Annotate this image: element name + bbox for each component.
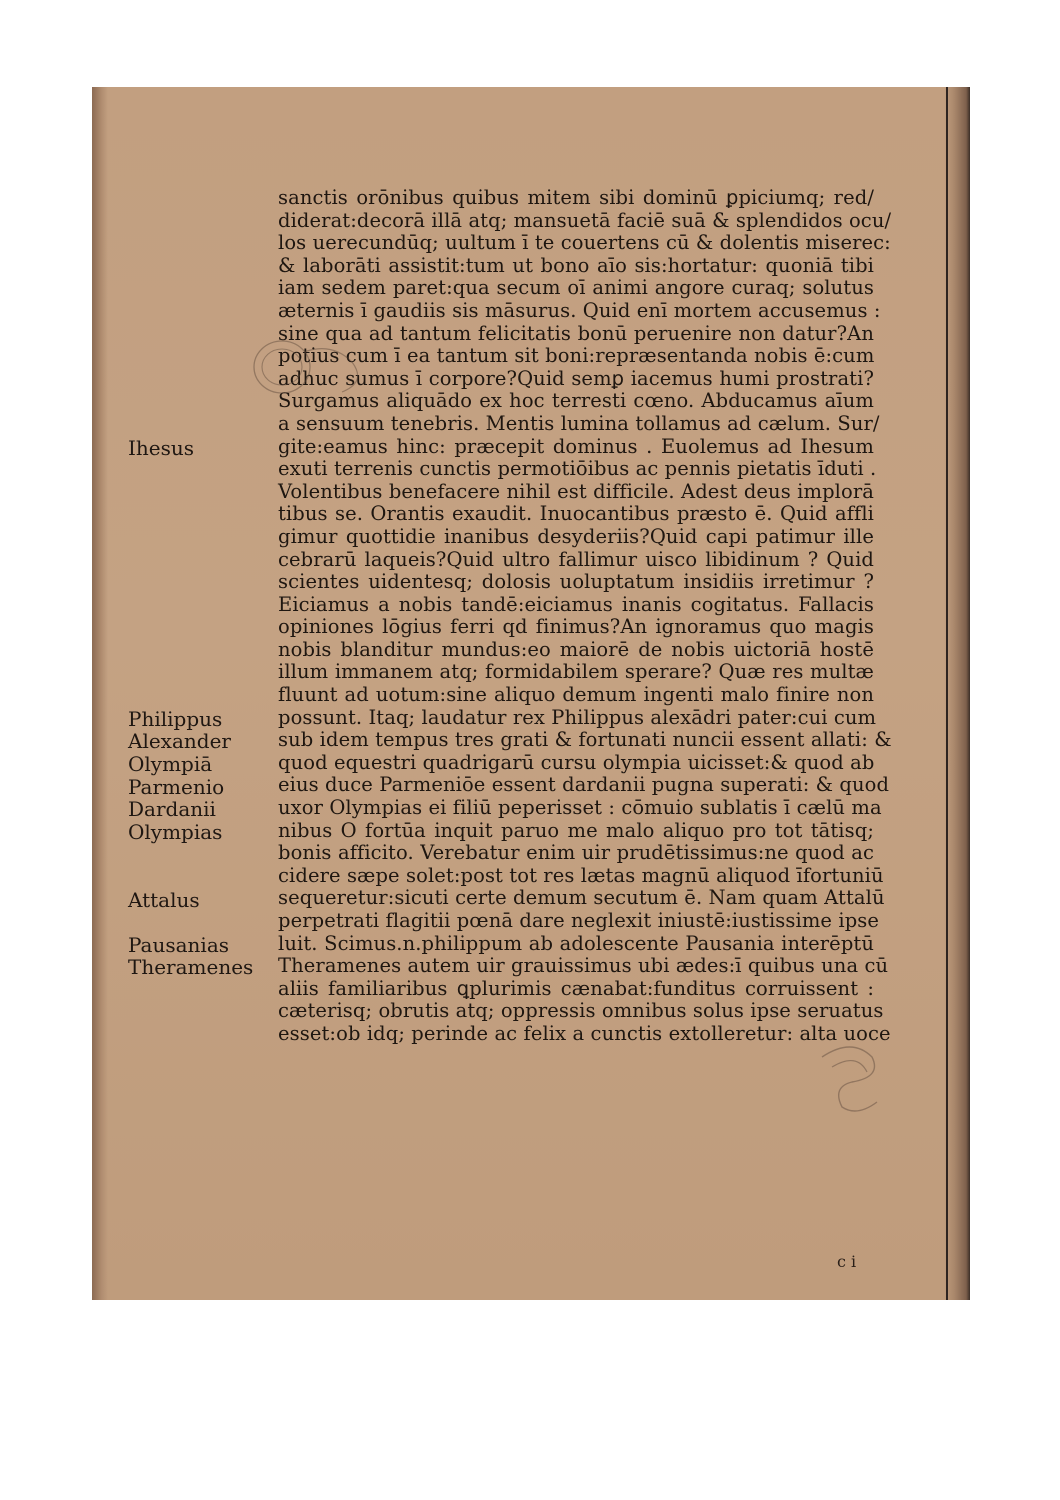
library-stamp-watermark bbox=[242, 322, 382, 412]
text-line: uxor Olympias ei filiū peperisset : cōmuio sublatis ī cælū ma bbox=[278, 796, 882, 820]
text-line: æternis ī gaudiis sis māsurus. Quid enī mortem accusemus : bbox=[278, 298, 881, 322]
binding-edge bbox=[92, 87, 108, 1300]
text-line: Volentibus benefacere nihil est difficile. Adest deus implorā bbox=[278, 479, 874, 503]
text-line: scientes uidentesq; dolosis uoluptatum insidiis irretimur ? bbox=[278, 570, 874, 594]
text-line: Surgamus aliquādo ex hoc terresti cœno. Abducamus aīum bbox=[278, 389, 874, 413]
folio-signature: c i bbox=[837, 1252, 857, 1271]
text-line: quod equestri quadrigarū cursu olympia uicisset:& quod ab bbox=[278, 750, 875, 774]
marginal-note: Ihesus bbox=[128, 435, 195, 460]
marginal-note: Attalus bbox=[128, 887, 200, 912]
text-line: nibus O fortūa inquit paruo me malo aliquo pro tot tātisq; bbox=[278, 818, 874, 842]
text-line: perpetrati flagitii pœnā dare neglexit iniustē:iustissime ipse bbox=[278, 909, 880, 932]
text-line: sine qua ad tantum felicitatis bonū peruenire non datur?An bbox=[278, 321, 874, 345]
text-line: opiniones lōgius ferri qd finimus?An ignoramus quo magis bbox=[278, 615, 874, 639]
text-line: exuti terrenis cunctis permotiōibus ac pennis pietatis īduti . bbox=[278, 457, 877, 481]
text-line: iam sedem paret:qua secum oī animi angore curaq; solutus bbox=[278, 276, 874, 300]
text-line: Theramenes autem uir grauissimus ubi ædes:ī quibus una cū bbox=[278, 954, 889, 978]
text-line: bonis afficito. Verebatur enim uir prudētissimus:ne quod ac bbox=[278, 841, 874, 865]
text-line: gite:eamus hinc: præcepit dominus . Euolemus ad Ihesum bbox=[278, 434, 874, 458]
marginal-note: Alexander bbox=[128, 729, 231, 754]
text-line: aliis familiaribus ꝗplurimis cænabat:funditus corruissent : bbox=[278, 976, 874, 1000]
text-line: cæterisq; obrutis atq; oppressis omnibus solus ipse seruatus bbox=[278, 999, 884, 1023]
text-line: diderat:decorā illā atq; mansuetā faciē suā & splendidos ocu/ bbox=[278, 208, 892, 232]
text-line: sequeretur:sicuti certe demum secutum ē. Nam quam Attalū bbox=[278, 886, 885, 910]
text-line: sanctis orōnibus quibus mitem sibi dominū ꝑpiciumq; red/ bbox=[278, 186, 874, 209]
text-line: eius duce Parmeniōe essent dardanii pugna superati: & quod bbox=[278, 773, 890, 797]
marginal-note: Theramenes bbox=[128, 955, 254, 980]
text-line: tibus se. Orantis exaudit. Inuocantibus præsto ē. Quid affli bbox=[278, 502, 874, 526]
marginal-note: Olympiā bbox=[128, 752, 213, 776]
text-line: nobis blanditur mundus:eo maiorē de nobis uictoriā hostē bbox=[278, 637, 874, 661]
text-line: potius cum ī ea tantum sit boni:repræsentanda nobis ē:cum bbox=[278, 344, 875, 368]
text-line: los uerecundūq; uultum ī te couertens cū & dolentis miserec: bbox=[278, 231, 891, 255]
text-line: a sensuum tenebris. Mentis lumina tollamus ad cælum. Sur/ bbox=[278, 411, 880, 435]
text-line: gimur quottidie inanibus desyderiis?Quid capi patimur ille bbox=[278, 524, 874, 548]
text-line: fluunt ad uotum:sine aliquo demum ingenti malo finire non bbox=[278, 683, 874, 707]
marginal-note: Parmenio bbox=[128, 774, 225, 799]
marginal-note: Dardanii bbox=[128, 797, 216, 822]
marginal-note: Pausanias bbox=[128, 932, 230, 957]
text-line: & laborāti assistit:tum ut bono aīo sis:hortatur: quoniā tibi bbox=[278, 253, 874, 277]
scribble-mark-icon bbox=[812, 1037, 892, 1117]
text-line: cidere sæpe solet:post tot res lætas magnū aliquod īfortuniū bbox=[278, 863, 884, 887]
marginal-note: Olympias bbox=[128, 819, 223, 844]
text-line: adhuc sumus ī corpore?Quid semꝑ iacemus humi prostrati? bbox=[278, 366, 874, 390]
text-line: Eiciamus a nobis tandē:eiciamus inanis cogitatus. Fallacis bbox=[278, 592, 874, 616]
text-line: esset:ob idq; perinde ac felix a cunctis extolleretur: alta uoce bbox=[278, 1021, 891, 1045]
text-line: sub idem tempus tres grati & fortunati nuncii essent allati: & bbox=[278, 728, 892, 752]
main-text-block bbox=[278, 186, 892, 1046]
text-line: luit. Scimus.n.philippum ab adolescente Pausania interēptū bbox=[278, 931, 874, 955]
text-line: cebrarū laqueis?Quid ultro fallimur uisco libidinum ? Quid bbox=[278, 547, 874, 571]
marginal-note: Philippus bbox=[128, 706, 223, 731]
text-line: possunt. Itaq; laudatur rex Philippus alexādri pater:cui cum bbox=[278, 705, 877, 729]
text-line: illum immanem atq; formidabilem sperare? Quæ res multæ bbox=[278, 660, 874, 684]
page-edge-line bbox=[946, 87, 948, 1300]
manuscript-page bbox=[92, 87, 970, 1300]
